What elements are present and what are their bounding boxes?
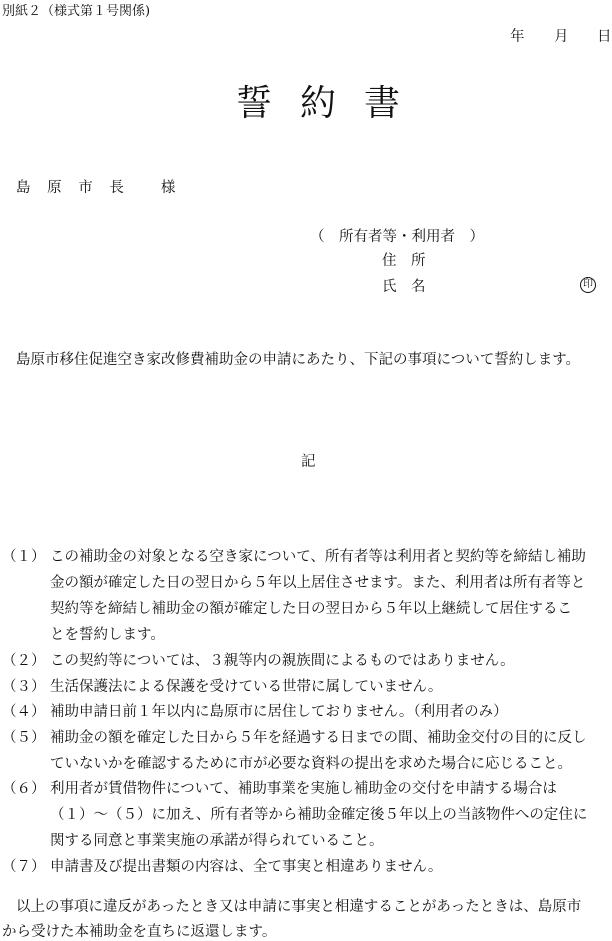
item-5-line-2: ていないかを確認するために市が必要な資料の提出を求めた場合に応じること。 [50,756,572,772]
item-1-number: （１） [2,549,46,565]
item-1-line-2: 金の額が確定した日の翌日から５年以上居住させます。また、利用者は所有者等と [50,575,586,591]
document-title: 誓約書 [236,83,429,124]
item-3-line-1: 生活保護法による保護を受けている世帯に属していません。 [50,679,443,695]
addressee: 島 原 市 長 様 [16,180,182,196]
closing-line-2: から受けた本補助金を直ちに返還します。 [2,924,277,940]
ki-label: 記 [301,454,316,470]
item-6-line-2: （１）～（５）に加え、所有者等から補助金確定後５年以上の当該物件への定住に [50,807,588,823]
item-7-line-1: 申請書及び提出書類の内容は、全て事実と相違ありません。 [50,859,443,875]
item-2-line-1: この契約等については、３親等内の親族間によるものではありません。 [50,653,515,669]
item-3-number: （３） [2,679,46,695]
address-label: 住 所 [382,253,426,269]
item-5-number: （５） [2,730,46,746]
item-7-number: （７） [2,859,46,875]
name-label: 氏 名 [382,279,426,295]
applicant-role: （ 所有者等・利用者 ） [310,229,484,245]
closing-line-1: 以上の事項に違反があったとき又は申請に事実と相違することがあったときは、島原市 [16,899,582,915]
intro-text: 島原市移住促進空き家改修費補助金の申請にあたり、下記の事項について誓約します。 [16,352,581,368]
item-5-line-1: 補助金の額を確定した日から５年を経過する日までの間、補助金交付の目的に反し [50,730,587,746]
item-6-number: （６） [2,781,46,797]
form-label: 別紙２（様式第１号関係) [2,4,151,19]
item-4-line-1: 補助申請日前１年以内に島原市に居住しておりません。（利用者のみ） [50,704,508,720]
date-month-label: 月 [554,29,569,45]
item-1-line-4: とを誓約します。 [50,627,165,643]
item-6-line-1: 利用者が賃借物件について、補助事業を実施し補助金の交付を申請する場合は [50,781,557,797]
item-1-line-1: この補助金の対象となる空き家について、所有者等は利用者と契約等を締結し補助 [50,549,586,565]
item-1-line-3: 契約等を締結し補助金の額が確定した日の翌日から５年以上継続して居住するこ [50,601,572,617]
date-day-label: 日 [597,29,612,45]
item-4-number: （４） [2,704,46,720]
date-year-label: 年 [510,29,525,45]
seal-mark: 印 [580,277,596,293]
item-2-number: （２） [2,653,46,669]
item-6-line-3: 関する同意と事業実施の承諾が得られていること。 [50,833,384,849]
